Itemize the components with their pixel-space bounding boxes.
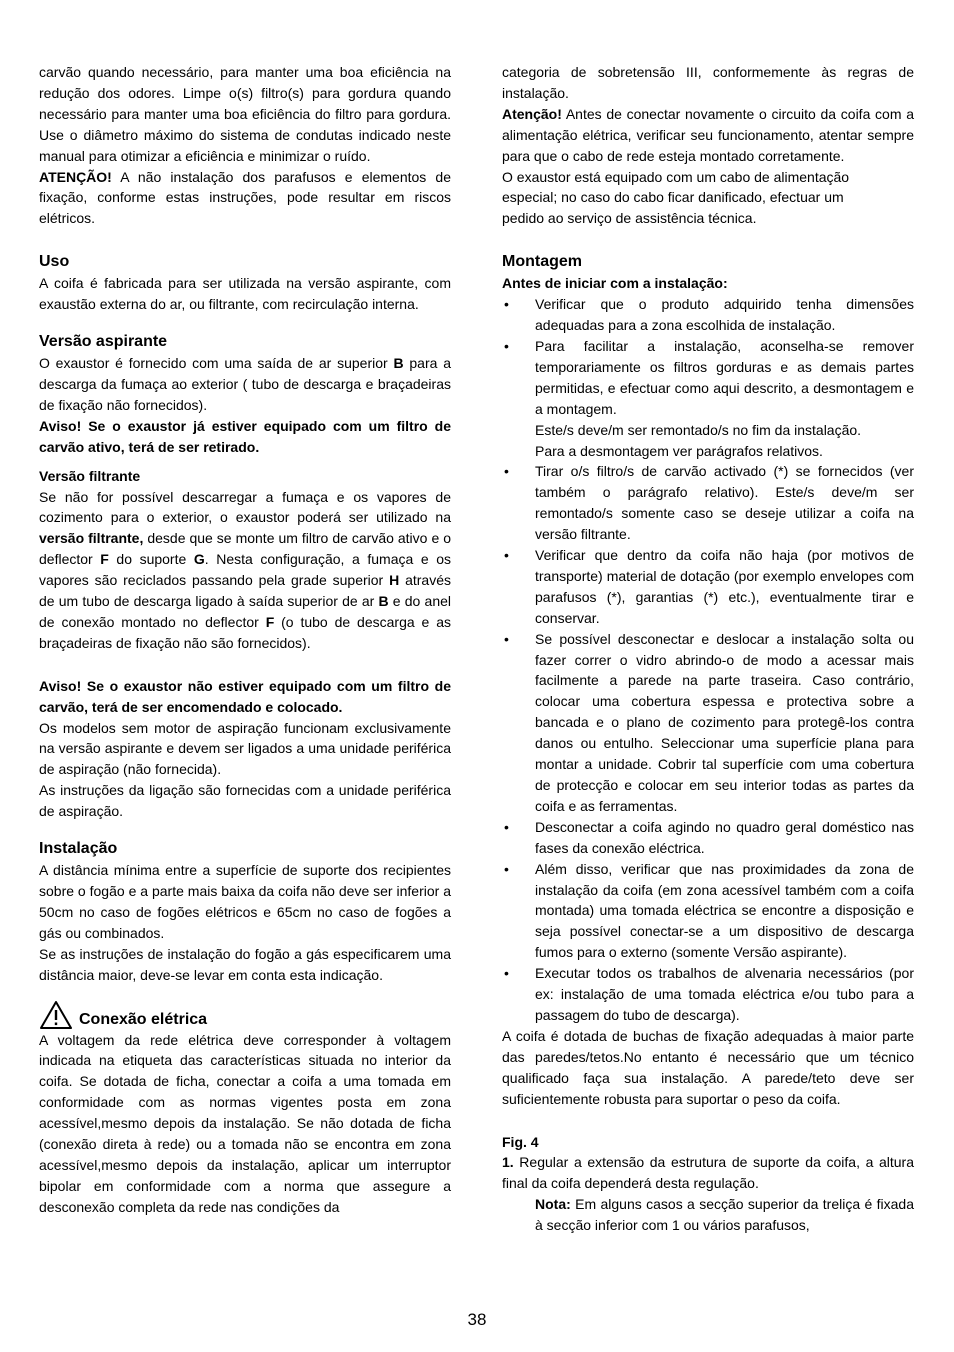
right-column (502, 62, 914, 1236)
label-F: F (100, 551, 109, 568)
instrucoes-paragraph: As instruções da ligação são fornecidas com a unidade periférica de aspiração. (39, 782, 451, 820)
filtrante-text-6: e do anel de conexão montado no deflector (39, 593, 451, 630)
label-B: B (393, 355, 404, 372)
nota-label: Nota: (535, 1196, 571, 1213)
conexao-paragraph: A voltagem da rede elétrica deve corresponder à voltagem indicada na etiqueta das características situada no interior da coifa. Se dotada de ficha, conectar a coifa a uma tomada em conformidade com as normas vigentes posta em zona acessível,mesmo depois da instalação. Se não dotada de ficha (conexão direta à rede) ou a tomada não se encontra em zona acessível,mesmo depois da instalação, aplicar um interruptor bipolar em conformidade com a norma que assegure a desconexão completa da rede nas condições da (39, 1031, 451, 1215)
atencao-2-paragraph (502, 104, 914, 167)
filtrante-text-3: do suporte (108, 551, 194, 568)
conexao-eletrica-heading: Conexão elétrica (79, 1010, 208, 1028)
aspirante-text-2: para a descarga da fumaça ao exterior ( tubo de descarga e braçadeiras de fixação não fornecidos). (39, 355, 451, 413)
buchas-paragraph: A coifa é dotada de buchas de fixação adequadas à maior parte das paredes/tetos.No entanto é necessário que um técnico qualificado faça sua instalação. A parede/teto deve ser suficientemente robusta para suportar o peso da coifa. (502, 1027, 914, 1107)
cabo-paragraph: O exaustor está equipado com um cabo de alimentação especial; no caso do cabo ficar danificado, efectuar um pedido ao serviço de assistência técnica. (502, 168, 850, 227)
step-1-text: Regular a extensão da estrutura de suporte da coifa, a altura final da coifa dependerá desta regulação. (502, 1154, 914, 1192)
filtrante-text-4: . Nesta configuração, a fumaça e os vapores são reciclados passando pela grade superior (39, 551, 452, 589)
list-item: • Se possível desconectar e deslocar a instalação solta ou fazer correr o vidro abrindo-o de modo a acessar mais facilmente a parede na parte traseira. Caso contrário, colocar uma cobertura espessa e protectiva sobre a bancada e o plano de cozimento para protegê-los contra danos ou entulho. Seleccionar uma superfície plana para montar a unidade. Cobrir tal superfície com uma cobertura de protecção e colocar em seu interior todas as partes da coifa e as ferramentas. (502, 629, 914, 817)
warning-triangle-icon (39, 1000, 73, 1030)
uso-paragraph: A coifa é fabricada para ser utilizada na versão aspirante, com exaustão externa do ar, ou filtrante, com recirculação interna. (39, 275, 451, 313)
list-item: • Além disso, verificar que nas proximidades da zona de instalação da coifa (em zona acessível também com a coifa montada) uma tomada eléctrica se encontre a disposição e seja possível conectar-se a um dispositivo de descarga fumos para o externo (somente Versão aspirante). (502, 859, 914, 964)
categoria-paragraph: categoria de sobretensão III, conformemente às regras de instalação. (502, 64, 914, 101)
versao-filtrante-heading: Versão filtrante (39, 467, 141, 484)
left-column (39, 62, 451, 1218)
aspirante-aviso-text: Aviso! Se o exaustor já estiver equipado com um filtro de carvão ativo, terá de ser retirado. (39, 417, 451, 455)
step-1-number: 1. (502, 1154, 514, 1171)
filtrante-text-2: desde que se monte um filtro de carvão ativo e o deflector (39, 530, 451, 568)
atencao-2-text: Antes de conectar novamente o circuito da coifa com a alimentação elétrica, verificar seu funcionamento, atentar sempre para que o cabo de rede esteja montado corretamente. (502, 105, 914, 164)
filtrante-text-1: Se não for possível descarregar a fumaça e os vapores de cozimento para o exterior, o exaustor poderá ser utilizado na (39, 488, 451, 526)
uso-heading: Uso (39, 253, 70, 271)
aspirante-aviso (39, 416, 451, 458)
nota-text: Em alguns casos a secção superior da treliça é fixada à secção inferior com 1 ou vários parafusos, (535, 1196, 914, 1234)
list-item: • Tirar o/s filtro/s de carvão activado (*) se fornecidos (ver também o parágrafo relativo). Este/s deve/m ser remontado/s somente caso se deseje utilizar a coifa na versão filtrante. (502, 461, 914, 545)
step-1-paragraph (502, 1152, 914, 1194)
modelos-paragraph: Os modelos sem motor de aspiração funcionam exclusivamente na versão aspirante e devem ser ligados a uma unidade periférica de aspiração (não fornecida). (39, 719, 451, 778)
instalacao-paragraph-1: A distância mínima entre a superfície de suporte dos recipientes sobre o fogão e a parte mais baixa da coifa não deve ser inferior a 50cm no caso de fogões elétricos e 65cm no caso de fogões a gás ou combinados. (39, 862, 451, 941)
list-item: • Desconectar a coifa agindo no quadro geral doméstico nas fases da conexão eléctrica. (502, 817, 914, 859)
list-item: • Verificar que o produto adquirido tenha dimensões adequadas para a zona escolhida de instalação. (502, 294, 914, 336)
versao-filtrante-bold: versão filtrante, (39, 530, 144, 547)
fig-4-heading: Fig. 4 (502, 1133, 539, 1150)
instalacao-paragraph-2: Se as instruções de instalação do fogão a gás especificarem uma distância maior, deve-se levar em conta esta indicação. (39, 945, 451, 983)
label-F-2: F (265, 613, 275, 630)
montagem-heading: Montagem (502, 253, 582, 271)
filtrante-text-7: (o tubo de descarga e as braçadeiras de fixação não são fornecidos). (39, 613, 451, 651)
montagem-bullet-list (502, 294, 914, 1026)
filtrante-aviso-text: Aviso! Se o exaustor não estiver equipado com um filtro de carvão, terá de ser encomendado e colocado. (39, 677, 451, 715)
filtrante-paragraph (39, 487, 451, 654)
atencao-paragraph (39, 167, 451, 230)
atencao-text: A não instalação dos parafusos e elementos de fixação, conforme estas instruções, pode resultar em riscos elétricos. (39, 168, 451, 227)
label-B-2: B (378, 593, 389, 610)
atencao-2-label: Atenção! (502, 105, 562, 122)
list-item-subline-1: Este/s deve/m ser remontado/s no fim da instalação. (535, 421, 862, 438)
label-G: G (193, 551, 205, 568)
nota-paragraph (502, 1194, 914, 1236)
list-item: • Executar todos os trabalhos de alvenaria necessários (por ex: instalação de uma tomada eléctrica e/ou tubo para a passagem do tubo de descarga). (502, 963, 914, 1026)
page-number: 38 (467, 1310, 487, 1329)
filtrante-aviso (39, 676, 451, 718)
list-item-subline-2: Para a desmontagem ver parágrafos relativos. (535, 442, 823, 459)
instalacao-heading: Instalação (39, 840, 118, 858)
list-item (502, 336, 914, 461)
list-item-text: Para facilitar a instalação, aconselha-se remover temporariamente os filtros gorduras e as demais partes permitidas, e efectuar como aqui descrito, a desmontagem e a montagem. (535, 337, 914, 417)
aspirante-text-1: O exaustor é fornecido com uma saída de ar superior (39, 355, 394, 372)
filtrante-text-5: através de um tubo de descarga ligado à saída superior de ar (39, 572, 451, 610)
aspirante-paragraph (39, 353, 451, 416)
versao-aspirante-heading: Versão aspirante (39, 333, 168, 351)
antes-de-iniciar-heading: Antes de iniciar com a instalação: (502, 275, 728, 292)
atencao-label: ATENÇÃO! (39, 168, 112, 185)
intro-paragraph: carvão quando necessário, para manter uma boa eficiência na redução dos odores. Limpe o(s) filtro(s) para gordura quando necessário para manter uma boa eficiência do filtro para gordura. Use o diâmetro máximo do sistema de condutas indicado neste manual para otimizar a eficiência e minimizar o ruído. (39, 64, 451, 164)
list-item: • Verificar que dentro da coifa não haja (por motivos de transporte) material de dotação (por exemplo envelopes com parafusos (*), garantias (*) etc.), eventualmente tirar e conservar. (502, 545, 914, 629)
conexao-heading-row (39, 1000, 451, 1030)
label-H: H (389, 572, 400, 589)
